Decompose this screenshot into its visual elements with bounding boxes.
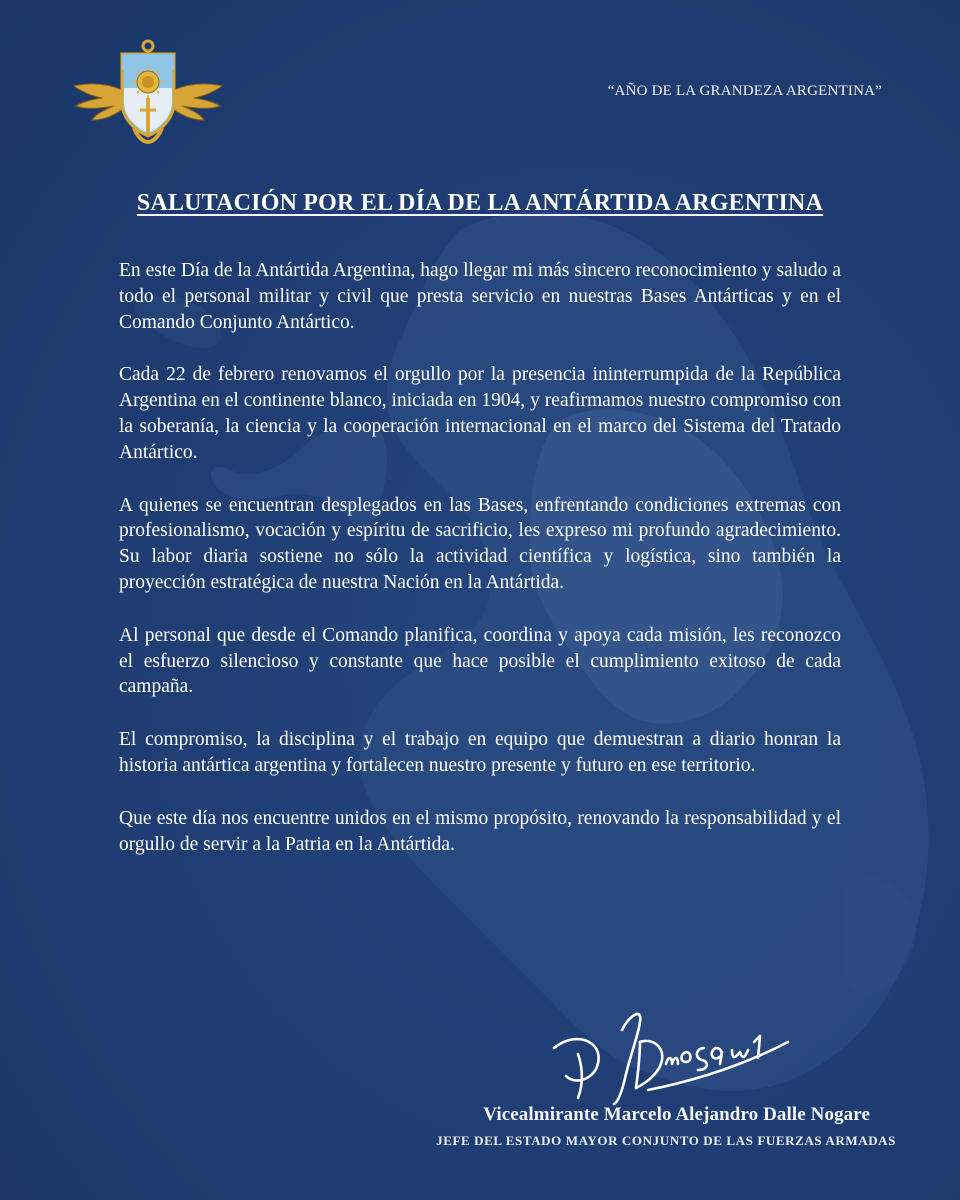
document-body bbox=[119, 258, 841, 884]
year-motto: “AÑO DE LA GRANDEZA ARGENTINA” bbox=[607, 83, 882, 99]
signer-name: Vicealmirante Marcelo Alejandro Dalle Nogare bbox=[483, 1104, 870, 1125]
document-title: SALUTACIÓN POR EL DÍA DE LA ANTÁRTIDA ARGENTINA bbox=[136, 190, 824, 216]
signer-title: JEFE DEL ESTADO MAYOR CONJUNTO DE LAS FUERZAS ARMADAS bbox=[436, 1133, 896, 1148]
paragraph: Al personal que desde el Comando planifica, coordina y apoya cada misión, les reconozco el esfuerzo silencioso y constante que hace posible el cumplimiento exitoso de cada campaña. bbox=[119, 624, 841, 698]
paragraph: El compromiso, la disciplina y el trabajo en equipo que demuestran a diario honran la historia antártica argentina y fortalecen nuestro presente y futuro en ese territorio. bbox=[119, 729, 841, 776]
paragraph: En este Día de la Antártida Argentina, hago llegar mi más sincero reconocimiento y saludo a todo el personal militar y civil que presta servicio en nuestras Bases Antárticas y en el Comando Conjunto Antártico. bbox=[119, 260, 841, 333]
paragraph: Cada 22 de febrero renovamos el orgullo por la presencia ininterrumpida de la República Argentina en el continente blanco, iniciada en 1904, y reafirmamos nuestro compromiso con la soberanía, la ciencia y la cooperación internacional en el marco del Sistema del Tratado Antártico. bbox=[119, 364, 842, 463]
handwritten-signature-icon bbox=[548, 1002, 798, 1107]
paragraph: Que este día nos encuentre unidos en el mismo propósito, renovando la responsabilidad y el orgullo de servir a la Patria en la Antártida. bbox=[119, 807, 841, 855]
joint-staff-emblem-icon bbox=[72, 38, 224, 146]
paragraph: A quienes se encuentran desplegados en las Bases, enfrentando condiciones extremas con profesionalismo, vocación y espíritu de sacrificio, les expreso mi profundo agradecimiento. Su labor diaria sostiene no sólo la actividad científica y logística, sino también la proyección estratégica de nuestra Nación en la Antártida. bbox=[119, 494, 841, 593]
